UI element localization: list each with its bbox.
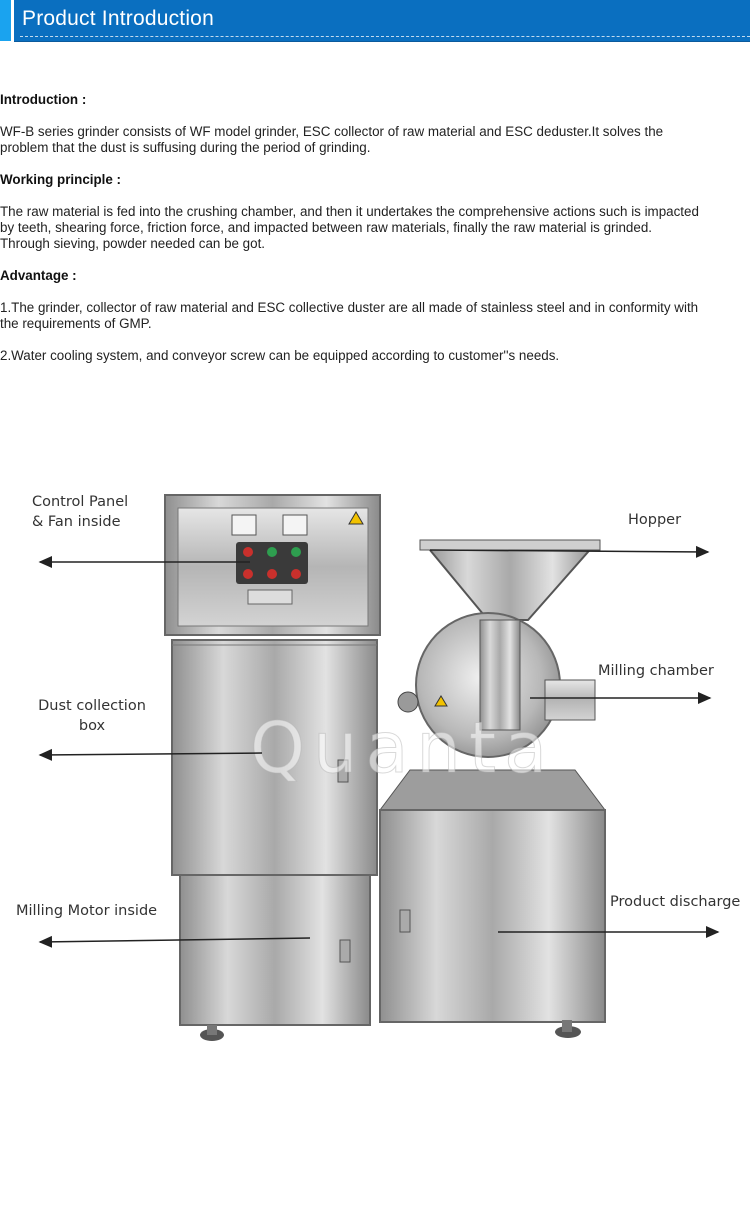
advantage-heading: Advantage : bbox=[0, 268, 77, 283]
advantage-1-line-1: 1.The grinder, collector of raw material and ESC collective duster are all made of stainless steel and in conformity with bbox=[0, 300, 699, 315]
working-principle-heading: Working principle : bbox=[0, 172, 122, 187]
label-dust-collection-line-2: box bbox=[78, 718, 106, 734]
section-banner bbox=[0, 0, 750, 41]
control-button-green-1 bbox=[267, 547, 277, 557]
advantage-1-line-2: the requirements of GMP. bbox=[0, 316, 152, 331]
grinder-machine-figure bbox=[0, 470, 750, 1070]
watermark-logo: Quanta bbox=[250, 707, 556, 789]
banner-title: Product Introduction bbox=[22, 7, 214, 30]
control-button-red-4 bbox=[291, 569, 301, 579]
label-milling-chamber: Milling chamber bbox=[598, 663, 714, 679]
label-dust-collection-line-1: Dust collection bbox=[38, 698, 146, 714]
label-product-discharge: Product discharge bbox=[610, 894, 741, 910]
advantage-2: 2.Water cooling system, and conveyor screw can be equipped according to customer''s needs. bbox=[0, 348, 560, 363]
control-button-red-3 bbox=[267, 569, 277, 579]
label-milling-motor: Milling Motor inside bbox=[16, 903, 158, 919]
control-button-red-2 bbox=[243, 569, 253, 579]
control-button-green-2 bbox=[291, 547, 301, 557]
label-dust-collection-box bbox=[36, 696, 148, 736]
introduction-line-1: WF-B series grinder consists of WF model grinder, ESC collector of raw material and ESC deduster.It solves the bbox=[0, 124, 664, 139]
label-hopper: Hopper bbox=[628, 512, 682, 528]
hopper bbox=[425, 544, 595, 620]
introduction-line-2: problem that the dust is suffusing during the period of grinding. bbox=[0, 140, 371, 155]
grinder-machine-illustration bbox=[0, 470, 750, 1070]
product-discharge-cabinet bbox=[380, 810, 605, 1022]
label-control-panel-line-2: & Fan inside bbox=[32, 514, 121, 530]
banner-accent bbox=[0, 0, 11, 41]
label-control-panel bbox=[32, 492, 128, 532]
working-principle-line-3: Through sieving, powder needed can be got. bbox=[0, 236, 266, 251]
introduction-heading: Introduction : bbox=[0, 92, 87, 107]
working-principle-line-1: The raw material is fed into the crushing chamber, and then it undertakes the comprehensive actions such is impacted bbox=[0, 204, 699, 219]
control-button-red-1 bbox=[243, 547, 253, 557]
label-control-panel-line-1: Control Panel bbox=[32, 494, 129, 510]
working-principle-line-2: by teeth, shearing force, friction force, and impacted between raw materials, finally the raw material is grinded. bbox=[0, 220, 652, 235]
